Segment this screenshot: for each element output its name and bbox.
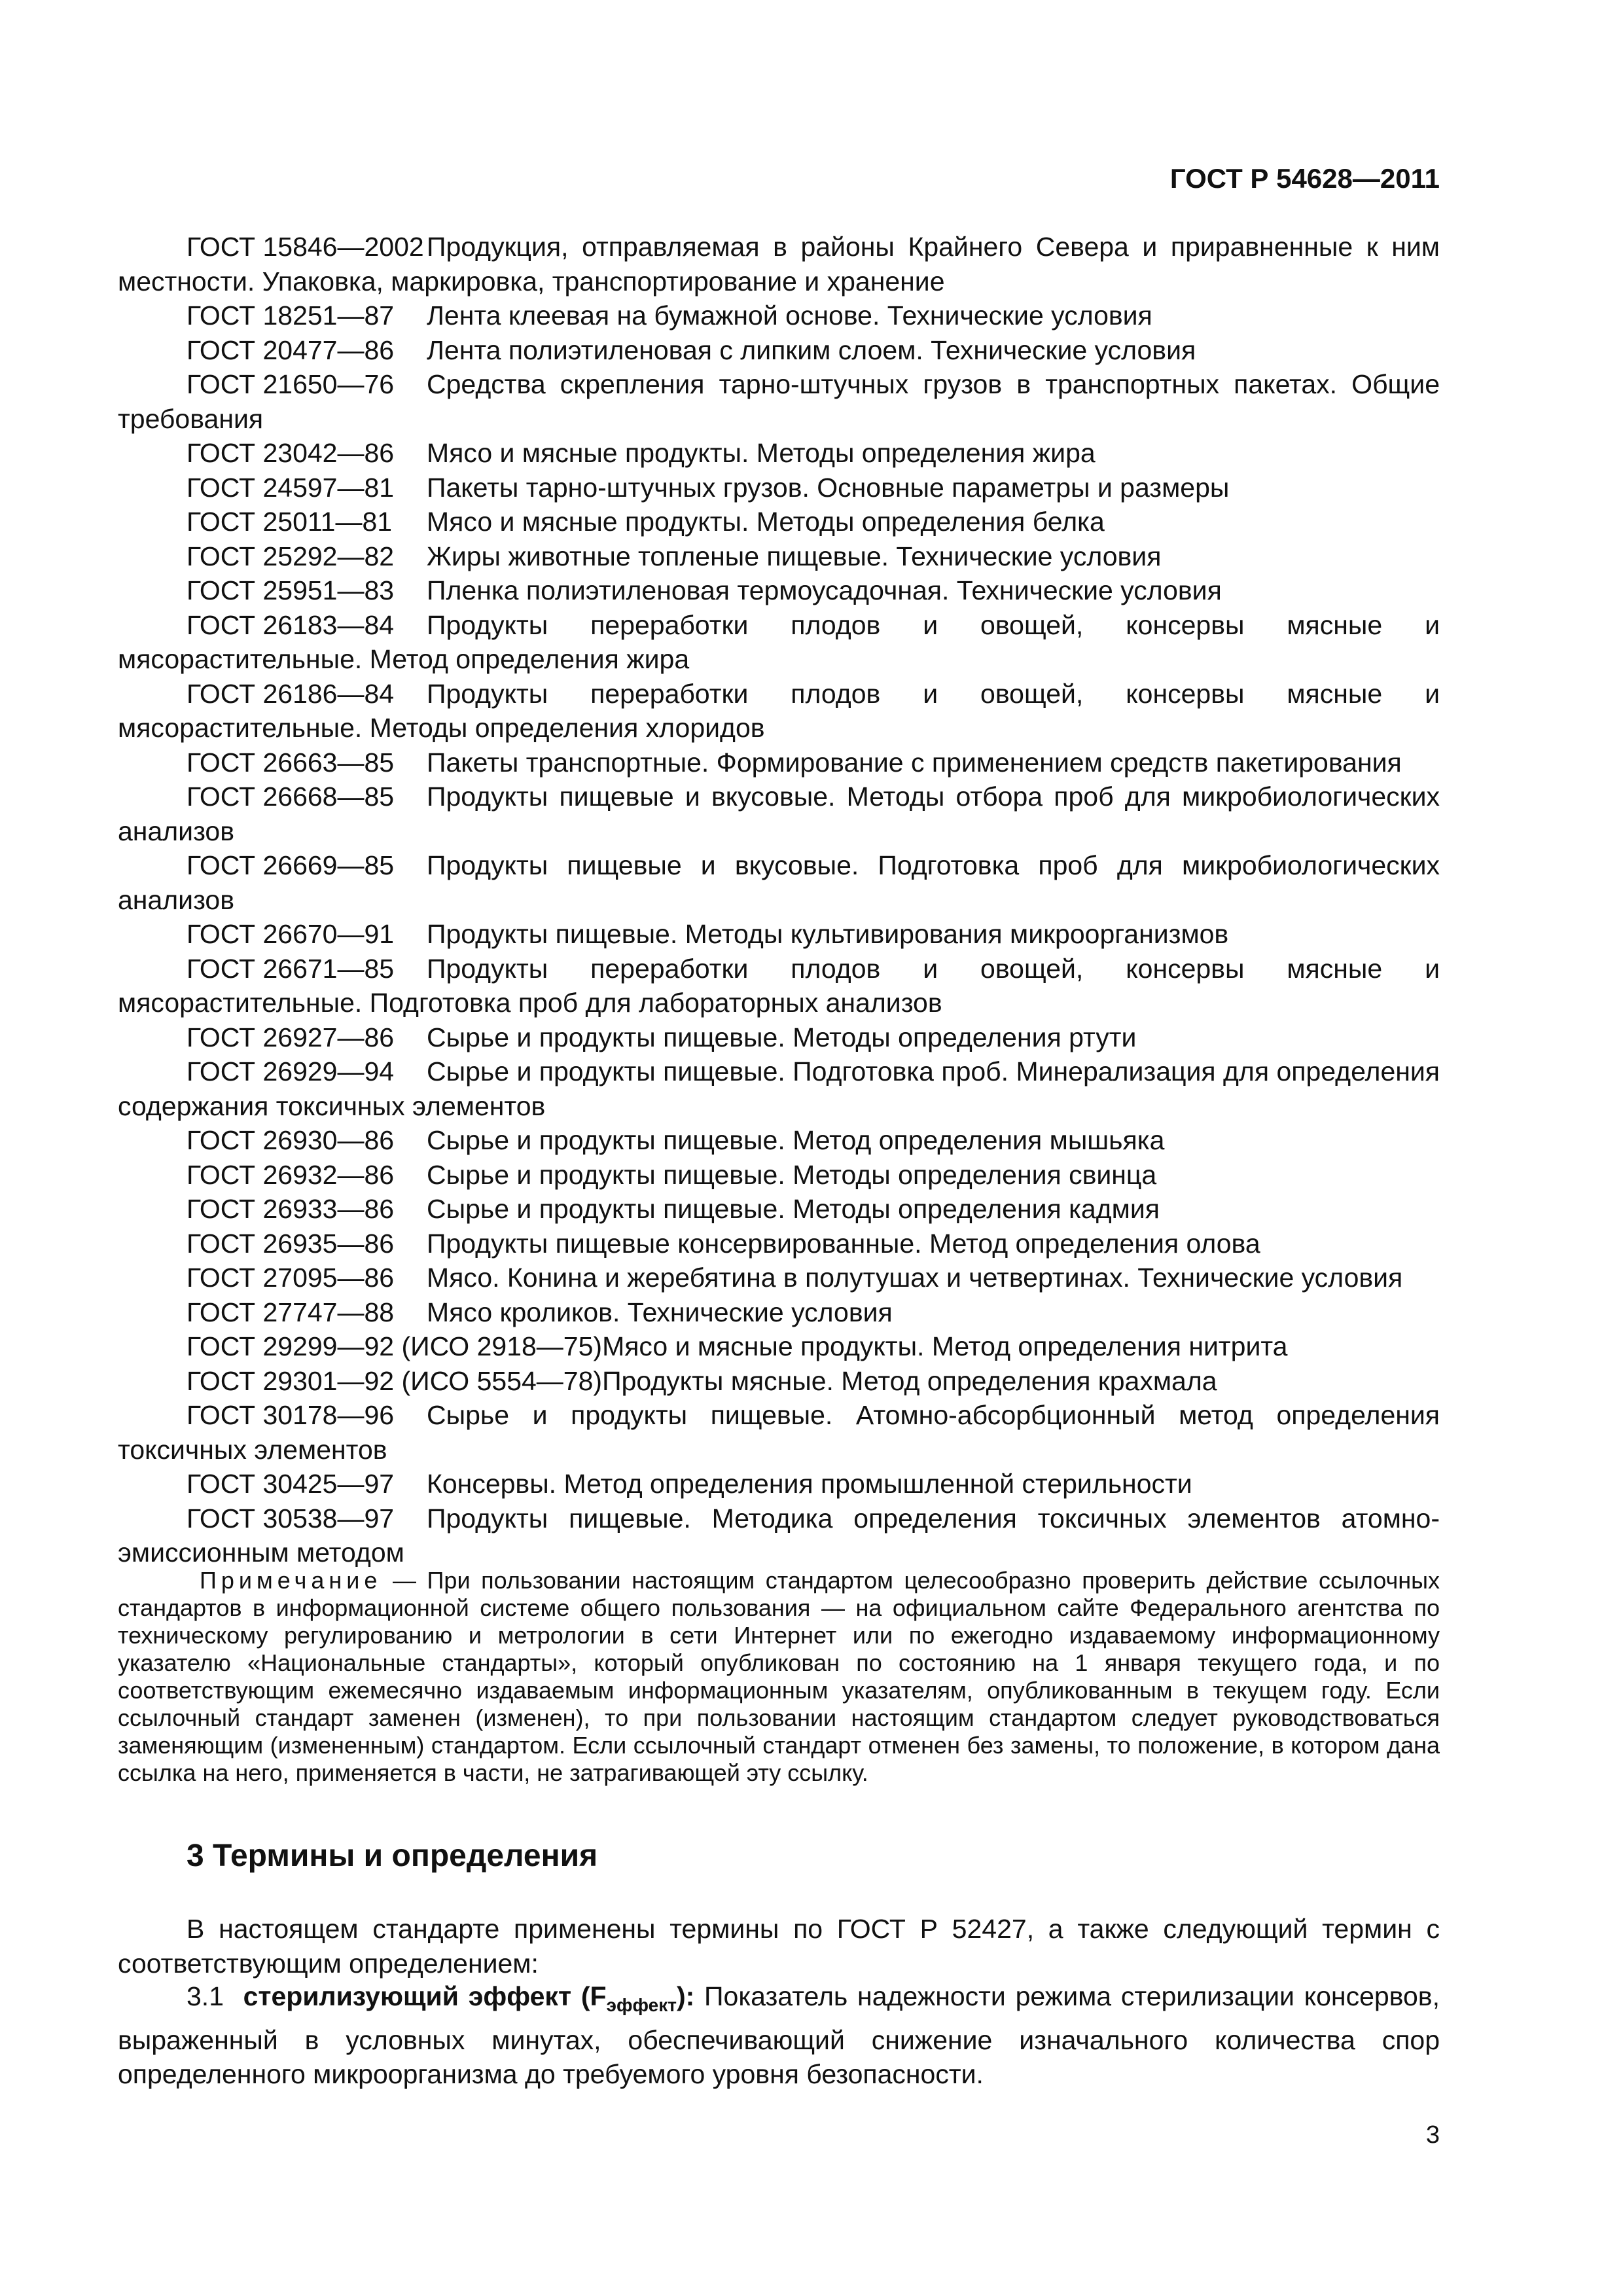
reference-code: ГОСТ 26935—86 [187, 1228, 395, 1259]
reference-item [118, 1329, 1440, 1364]
reference-code: ГОСТ 18251—87 [187, 300, 395, 331]
reference-item [118, 298, 1440, 333]
reference-item [118, 608, 1440, 677]
references-note [118, 1567, 1440, 1787]
reference-code: ГОСТ 26933—86 [187, 1194, 395, 1224]
reference-code: ГОСТ 26927—86 [187, 1022, 395, 1052]
reference-item [118, 1467, 1440, 1501]
reference-item [118, 848, 1440, 917]
term-definition [118, 1979, 1440, 2092]
reference-code: ГОСТ 26671—85 [187, 953, 395, 984]
normative-references-list [118, 230, 1440, 1570]
term-subscript: эффект [606, 1995, 677, 2016]
reference-code: ГОСТ 27095—86 [187, 1263, 395, 1293]
term-name: стерилизующий эффект $(F_{эффект})$: [243, 1981, 695, 2016]
page-number: 3 [1425, 2121, 1440, 2149]
reference-title: Пакеты тарно-штучных грузов. Основные параметры и размеры [427, 472, 1230, 503]
reference-code: ГОСТ 26932—86 [187, 1159, 395, 1190]
reference-title: Продукты переработки плодов и овощей, консервы мясные и мясорастительные. Подготовка проб для лабораторных анализов [118, 953, 1440, 1018]
reference-title: Мясо и мясные продукты. Методы определения белка [427, 507, 1105, 537]
reference-item [118, 952, 1440, 1020]
reference-title: Сырье и продукты пищевые. Метод определения мышьяка [427, 1125, 1165, 1155]
reference-title: Пленка полиэтиленовая термоусадочная. Технические условия [427, 575, 1222, 605]
reference-item [118, 1295, 1440, 1330]
reference-code: ГОСТ 26668—85 [187, 781, 395, 812]
reference-title: Мясо и мясные продукты. Метод определения нитрита [602, 1331, 1288, 1361]
reference-title: Мясо. Конина и жеребятина в полутушах и четвертинах. Технические условия [427, 1263, 1403, 1293]
reference-code: ГОСТ 26930—86 [187, 1125, 395, 1155]
reference-item [118, 573, 1440, 608]
reference-title: Продукты пищевые и вкусовые. Подготовка проб для микробиологических анализов [118, 850, 1440, 915]
reference-item [118, 1054, 1440, 1123]
reference-title: Продукты мясные. Метод определения крахмала [602, 1365, 1217, 1396]
reference-title: Мясо кроликов. Технические условия [427, 1297, 893, 1327]
reference-code: ГОСТ 21650—76 [187, 369, 395, 399]
reference-code: ГОСТ 26663—85 [187, 747, 395, 778]
reference-title: Продукты пищевые. Методика определения токсичных элементов атомно-эмиссионным методом [118, 1503, 1440, 1568]
reference-code: ГОСТ 23042—86 [187, 438, 395, 468]
reference-title: Сырье и продукты пищевые. Подготовка проб. Минерализация для определения содержания токсичных элементов [118, 1056, 1440, 1121]
reference-item [118, 677, 1440, 745]
reference-title: Сырье и продукты пищевые. Методы определения свинца [427, 1159, 1157, 1190]
reference-code: ГОСТ 20477—86 [187, 334, 395, 365]
reference-item [118, 917, 1440, 952]
reference-code: ГОСТ 30425—97 [187, 1469, 395, 1499]
reference-title: Продукты пищевые. Методы культивирования микроорганизмов [427, 919, 1229, 949]
reference-item [118, 745, 1440, 780]
reference-code: ГОСТ 26670—91 [187, 919, 395, 949]
reference-item [118, 1398, 1440, 1467]
reference-title: Сырье и продукты пищевые. Атомно-абсорбционный метод определения токсичных элементов [118, 1400, 1440, 1465]
note-label: Примечание [200, 1567, 382, 1594]
reference-item [118, 1020, 1440, 1055]
reference-title: Продукция, отправляемая в районы Крайнего Севера и приравненные к ним местности. Упаковка, маркировка, транспортирование и хранение [118, 232, 1440, 296]
reference-title: Консервы. Метод определения промышленной стерильности [427, 1469, 1192, 1499]
term-number: 3.1 [187, 1981, 224, 2011]
reference-item [118, 230, 1440, 298]
reference-item [118, 505, 1440, 539]
reference-title: Продукты пищевые и вкусовые. Методы отбора проб для микробиологических анализов [118, 781, 1440, 846]
reference-code: ГОСТ 30178—96 [187, 1400, 395, 1430]
reference-item [118, 1123, 1440, 1158]
reference-code: ГОСТ 25011—81 [187, 507, 393, 537]
reference-item [118, 1364, 1440, 1399]
reference-item [118, 780, 1440, 848]
reference-title: Продукты переработки плодов и овощей, консервы мясные и мясорастительные. Метод определения жира [118, 609, 1440, 674]
reference-title: Лента клеевая на бумажной основе. Технические условия [427, 300, 1152, 331]
reference-item [118, 539, 1440, 574]
reference-item [118, 471, 1440, 505]
term-text: Показатель надежности режима стерилизации консервов, выраженный в условных минутах, обеспечивающий снижение изначального количества спор определенного микроорганизма до требуемого уровня безопасности. [118, 1981, 1440, 2090]
section-intro: В настоящем стандарте применены термины по ГОСТ Р 52427, а также следующий термин с соответствующим определением: [118, 1914, 1440, 1979]
reference-code: ГОСТ 26186—84 [187, 678, 395, 709]
reference-code: ГОСТ 29301—92 (ИСО 5554—78) [187, 1365, 603, 1396]
reference-item [118, 1227, 1440, 1261]
reference-code: ГОСТ 15846—2002 [187, 232, 424, 262]
reference-code: ГОСТ 29299—92 (ИСО 2918—75) [187, 1331, 603, 1361]
reference-title: Лента полиэтиленовая с липким слоем. Технические условия [427, 334, 1196, 365]
reference-code: ГОСТ 25292—82 [187, 541, 395, 571]
reference-item [118, 333, 1440, 368]
reference-title: Продукты пищевые консервированные. Метод определения олова [427, 1228, 1260, 1259]
reference-item [118, 436, 1440, 471]
reference-title: Сырье и продукты пищевые. Методы определения кадмия [427, 1194, 1160, 1224]
reference-item [118, 1261, 1440, 1295]
note-text: — При пользовании настоящим стандартом целесообразно проверить действие ссылочных стандартов в информационной системе общего пользования — на официальном сайте Федерального агентства по техническому регулированию и метрологии в сети Интернет или по ежегодно издаваемому информационному указателю «Национальные стандарты», который опубликован по состоянию на 1 января текущего года, и по соответствующим ежемесячно издаваемым информационным указателям, опубликованным в текущем году. Если ссылочный стандарт заменен (изменен), то при пользовании настоящим стандартом следует руководствоваться заменяющим (измененным) стандартом. Если ссылочный стандарт отменен без замены, то положение, в котором дана ссылка на него, применяется в части, не затрагивающей эту ссылку. [118, 1567, 1440, 1786]
reference-title: Средства скрепления тарно-штучных грузов в транспортных пакетах. Общие требования [118, 369, 1440, 434]
reference-item [118, 1192, 1440, 1227]
reference-code: ГОСТ 24597—81 [187, 472, 395, 503]
reference-code: ГОСТ 27747—88 [187, 1297, 395, 1327]
reference-title: Продукты переработки плодов и овощей, консервы мясные и мясорастительные. Методы определения хлоридов [118, 678, 1440, 743]
reference-code: ГОСТ 30538—97 [187, 1503, 395, 1534]
reference-item [118, 1501, 1440, 1570]
document-header: ГОСТ Р 54628—2011 [1169, 163, 1440, 194]
reference-title: Мясо и мясные продукты. Методы определения жира [427, 438, 1096, 468]
section-title: 3 Термины и определения [187, 1839, 598, 1873]
reference-title: Сырье и продукты пищевые. Методы определения ртути [427, 1022, 1137, 1052]
reference-code: ГОСТ 25951—83 [187, 575, 395, 605]
reference-code: ГОСТ 26183—84 [187, 609, 395, 640]
reference-item [118, 1158, 1440, 1193]
reference-title: Пакеты транспортные. Формирование с применением средств пакетирования [427, 747, 1402, 778]
reference-code: ГОСТ 26929—94 [187, 1056, 395, 1086]
reference-title: Жиры животные топленые пищевые. Технические условия [427, 541, 1162, 571]
reference-item [118, 367, 1440, 436]
reference-code: ГОСТ 26669—85 [187, 850, 395, 880]
